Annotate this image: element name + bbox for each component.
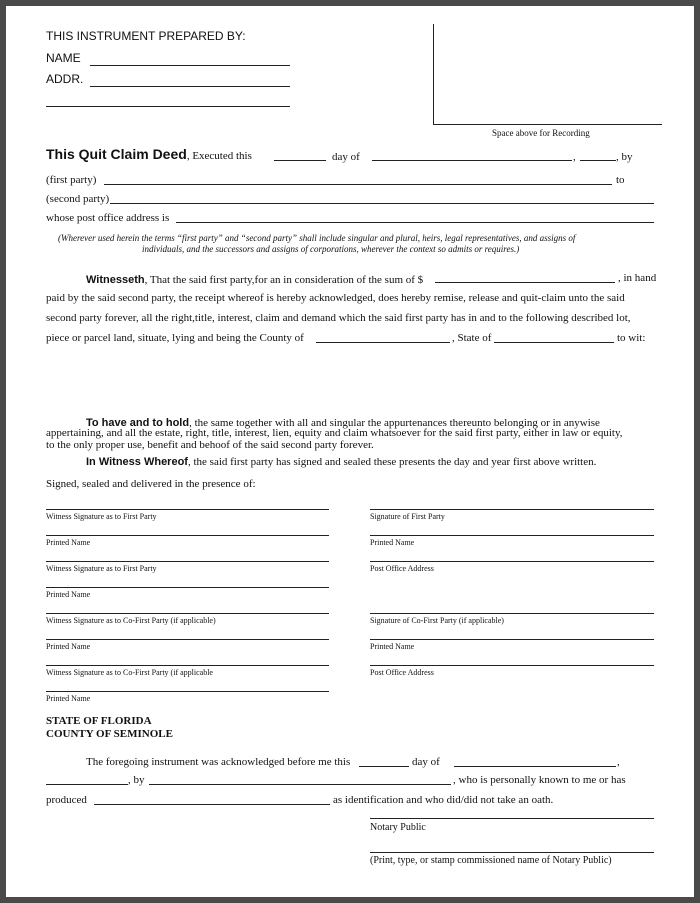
- notary-name-line[interactable]: [370, 852, 654, 853]
- executed-month-line[interactable]: [372, 160, 572, 161]
- ack-year-line[interactable]: [46, 784, 128, 785]
- ack-month-line[interactable]: [454, 766, 616, 767]
- witness-3-signature-label: Witness Signature as to Co-First Party (if applicable): [46, 616, 216, 625]
- first-party-line[interactable]: [104, 184, 612, 185]
- comma-label: ,: [573, 151, 576, 163]
- witness-2-signature-line[interactable]: [46, 561, 329, 562]
- witness-4-signature-label: Witness Signature as to Co-First Party (if applicable: [46, 668, 213, 677]
- co-first-party-name-line[interactable]: [370, 639, 654, 640]
- second-party-label: (second party): [46, 193, 110, 205]
- first-party-signature-line[interactable]: [370, 509, 654, 510]
- witness-3-name-label: Printed Name: [46, 642, 91, 651]
- witness-3-name-line[interactable]: [46, 639, 329, 640]
- recording-caption: Space above for Recording: [492, 128, 590, 138]
- ack-person-line[interactable]: [149, 784, 451, 785]
- notary-comma: ,: [617, 756, 620, 768]
- recording-box: [433, 24, 662, 125]
- in-hand-label: , in hand: [618, 272, 657, 284]
- notary-public-label: Notary Public: [370, 822, 426, 833]
- addr-line[interactable]: [90, 86, 290, 87]
- habendum-line-2: appertaining, and all the estate, right, title, interest, lien, equity and claim whatsoever for the said first party, either in law or equity,: [46, 427, 623, 439]
- county-text: piece or parcel land, situate, lying and being the County of: [46, 332, 304, 344]
- witnesseth-text: , That the said first party,for an in consideration of the sum of $: [144, 274, 424, 286]
- notary-print-label: (Print, type, or stamp commissioned name of Notary Public): [370, 855, 612, 866]
- witness-1-name-label: Printed Name: [46, 538, 91, 547]
- witness-4-name-label: Printed Name: [46, 694, 91, 703]
- witnesseth-heading: Witnesseth: [86, 274, 145, 286]
- executed-day-line[interactable]: [274, 160, 326, 161]
- executed-text: , Executed this: [186, 150, 252, 162]
- notary-county: COUNTY OF SEMINOLE: [46, 728, 173, 740]
- first-party-label: (first party): [46, 174, 97, 186]
- identification-line[interactable]: [94, 804, 330, 805]
- co-first-party-address-line[interactable]: [370, 665, 654, 666]
- to-wit-text: to wit:: [617, 332, 646, 344]
- first-party-signature-label: Signature of First Party: [370, 512, 445, 521]
- witnesseth-line-3: second party forever, all the right,title, interest, claim and demand which the said first party has in and to the following described lot,: [46, 312, 631, 324]
- co-first-party-signature-line[interactable]: [370, 613, 654, 614]
- witness-2-name-label: Printed Name: [46, 590, 91, 599]
- first-party-address-label: Post Office Address: [370, 564, 434, 573]
- habendum-text: , the same together with all and singular the appurtenances thereunto belonging or in anywise: [189, 417, 600, 429]
- second-party-line[interactable]: [110, 203, 654, 204]
- post-office-label: whose post office address is: [46, 212, 170, 224]
- state-text: , State of: [452, 332, 492, 344]
- notary-produced: produced: [46, 794, 87, 806]
- witness-4-signature-line[interactable]: [46, 665, 329, 666]
- witness-2-signature-label: Witness Signature as to First Party: [46, 564, 157, 573]
- in-witness-line: [86, 452, 596, 470]
- signed-delivered-text: Signed, sealed and delivered in the presence of:: [46, 478, 256, 490]
- notary-known-text: , who is personally known to me or has: [453, 774, 626, 786]
- consideration-amount-line[interactable]: [435, 282, 615, 283]
- notary-signature-line[interactable]: [370, 818, 654, 819]
- county-line[interactable]: [316, 342, 450, 343]
- definition-note-1: (Wherever used herein the terms “first party” and “second party” shall include singular and plural, heirs, legal representatives, and assigns of: [58, 233, 576, 243]
- in-witness-text: , the said first party has signed and sealed these presents the day and year first above written.: [187, 456, 597, 468]
- co-first-party-name-label: Printed Name: [370, 642, 415, 651]
- witness-1-signature-label: Witness Signature as to First Party: [46, 512, 157, 521]
- name-label: NAME: [46, 51, 81, 65]
- name-line[interactable]: [90, 65, 290, 66]
- notary-day-of: day of: [412, 756, 440, 768]
- witness-3-signature-line[interactable]: [46, 613, 329, 614]
- by-label: , by: [616, 151, 633, 163]
- witnesseth-line: [86, 270, 423, 288]
- witness-1-signature-line[interactable]: [46, 509, 329, 510]
- executed-year-line[interactable]: [580, 160, 616, 161]
- first-party-address-line[interactable]: [370, 561, 654, 562]
- post-office-line[interactable]: [176, 222, 654, 223]
- in-witness-heading: In Witness Whereof: [86, 456, 188, 468]
- deed-title: This Quit Claim Deed: [46, 146, 187, 162]
- addr-line-2[interactable]: [46, 106, 290, 107]
- witness-1-name-line[interactable]: [46, 535, 329, 536]
- first-party-name-label: Printed Name: [370, 538, 415, 547]
- habendum-heading: To have and to hold: [86, 417, 190, 429]
- notary-state: STATE OF FLORIDA: [46, 715, 152, 727]
- witness-2-name-line[interactable]: [46, 587, 329, 588]
- state-line[interactable]: [494, 342, 614, 343]
- witness-4-name-line[interactable]: [46, 691, 329, 692]
- notary-oath-text: as identification and who did/did not take an oath.: [333, 794, 554, 806]
- prepared-by-label: THIS INSTRUMENT PREPARED BY:: [46, 29, 246, 43]
- first-party-name-line[interactable]: [370, 535, 654, 536]
- day-of-label: day of: [332, 151, 360, 163]
- notary-by: , by: [128, 774, 145, 786]
- habendum-line-3: to the only proper use, benefit and behoof of the said second party forever.: [46, 439, 374, 451]
- witnesseth-line-2: paid by the said second party, the receipt whereof is hereby acknowledged, does hereby remise, release and quit-claim unto the said: [46, 292, 625, 304]
- definition-note-2: individuals, and the successors and assigns of corporations, wherever the context so admits or requires.): [142, 244, 520, 254]
- deed-title-line: [46, 146, 252, 164]
- addr-label: ADDR.: [46, 72, 84, 86]
- ack-day-line[interactable]: [359, 766, 409, 767]
- to-label: to: [616, 174, 625, 186]
- deed-page: [6, 6, 694, 897]
- notary-line-1a: The foregoing instrument was acknowledged before me this: [86, 756, 351, 768]
- co-first-party-address-label: Post Office Address: [370, 668, 434, 677]
- co-first-party-signature-label: Signature of Co-First Party (if applicable): [370, 616, 504, 625]
